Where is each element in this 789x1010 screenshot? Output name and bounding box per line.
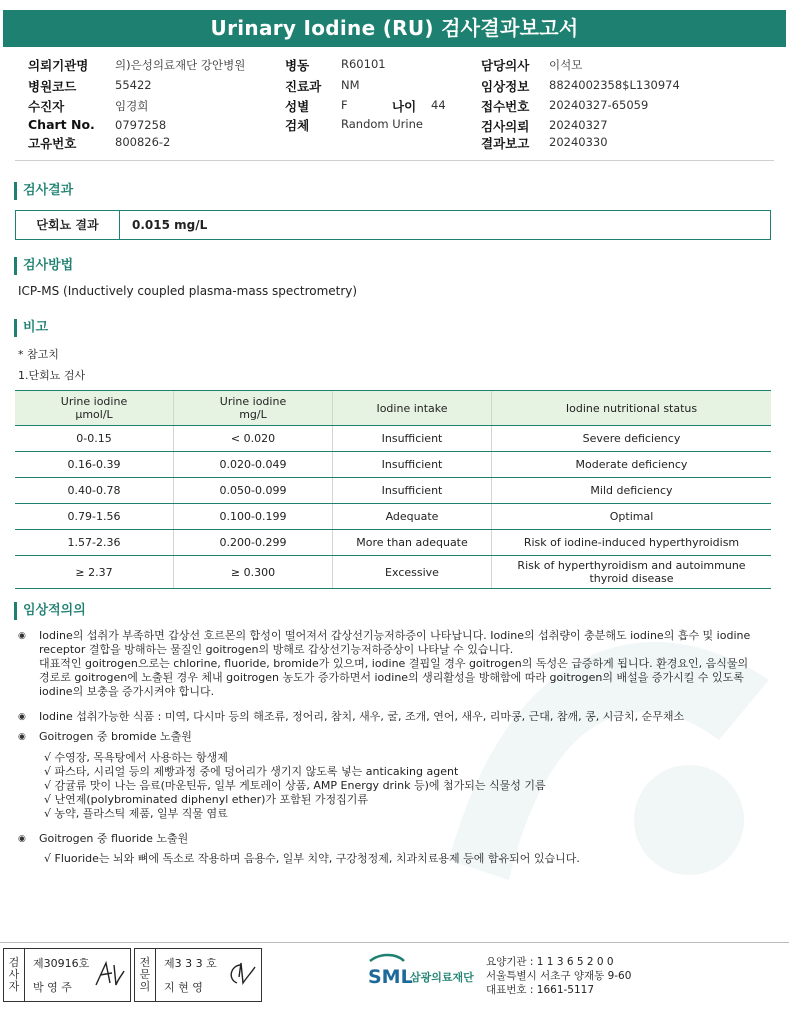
col-header-intake: Iodine intake xyxy=(333,391,492,426)
bullet-icon: ◉ xyxy=(18,834,26,844)
cell-status: Risk of iodine-induced hyperthyroidism xyxy=(492,530,772,556)
label-request-date: 검사의뢰 xyxy=(481,119,530,134)
sml-logo-icon xyxy=(366,953,478,991)
cell-intake: More than adequate xyxy=(333,530,492,556)
footer-divider xyxy=(0,942,789,943)
cell-umol: 0.40-0.78 xyxy=(15,478,174,504)
signer-role: 전 문 의 xyxy=(135,949,156,1001)
value-age: 44 xyxy=(431,98,446,112)
label-unique-id: 고유번호 xyxy=(28,136,77,151)
col-header-umol: Urine iodine μmol/L xyxy=(15,391,174,426)
cell-umol: 0.79-1.56 xyxy=(15,504,174,530)
clinical-foods: Iodine 섭취가능한 식품 : 미역, 다시마 등의 해조류, 정어리, 참치, 새우, 굴, 조개, 연어, 새우, 리마콩, 근대, 참깨, 콩, 시금치, 순무채소 xyxy=(39,710,685,723)
report-title: Urinary Iodine (RU) 검사결과보고서 xyxy=(3,10,786,47)
cell-umol: 0.16-0.39 xyxy=(15,452,174,478)
col-header-status: Iodine nutritional status xyxy=(492,391,772,426)
cell-mg: 0.100-0.199 xyxy=(174,504,333,530)
value-doctor: 이석모 xyxy=(549,58,583,72)
cell-status: Optimal xyxy=(492,504,772,530)
remarks-subtitle: 1.단회뇨 검사 xyxy=(18,369,86,382)
bullet-icon: ◉ xyxy=(18,712,26,722)
signer-name: 박 영 주 xyxy=(33,981,72,994)
label-chart-no: Chart No. xyxy=(28,117,95,132)
value-institution: 의)은성의료재단 강안병원 xyxy=(115,58,246,72)
cell-mg: 0.050-0.099 xyxy=(174,478,333,504)
table-row xyxy=(15,530,771,556)
org-code: 요양기관 : 1 1 3 6 5 2 0 0 xyxy=(486,956,614,968)
signer-license: 제30916호 xyxy=(33,957,90,970)
info-divider xyxy=(15,160,774,161)
value-request-date: 20240327 xyxy=(549,118,608,132)
value-patient: 임경희 xyxy=(115,99,149,113)
svg-text:삼광의료재단: 삼광의료재단 xyxy=(410,971,474,984)
signer-details xyxy=(156,949,261,1001)
org-contact-info xyxy=(486,955,631,997)
label-patient: 수진자 xyxy=(28,99,65,114)
cell-status: Mild deficiency xyxy=(492,478,772,504)
value-department: NM xyxy=(341,78,360,92)
result-box xyxy=(15,210,771,240)
svg-text:SML: SML xyxy=(368,966,413,988)
cell-intake: Excessive xyxy=(333,556,492,589)
cell-mg: < 0.020 xyxy=(174,426,333,452)
clinical-bromide-title: Goitrogen 중 bromide 노출원 xyxy=(39,730,192,743)
watermark-logo-icon xyxy=(389,560,789,920)
org-phone: 대표번호 : 1661-5117 xyxy=(486,984,595,996)
reference-table-header xyxy=(15,391,771,426)
list-item: √ 감귤류 맛이 나는 음료(마운틴듀, 일부 게토레이 상품, AMP Energy drink 등)에 첨가되는 식물성 기름 xyxy=(44,779,546,792)
section-remarks-heading: 비고 xyxy=(14,319,48,337)
col-header-mg: Urine iodine mg/L xyxy=(174,391,333,426)
clinical-bromide-list xyxy=(44,751,546,821)
cell-intake: Adequate xyxy=(333,504,492,530)
value-specimen: Random Urine xyxy=(341,117,423,131)
signer-details xyxy=(25,949,130,1001)
label-clinical-info: 임상정보 xyxy=(481,79,530,94)
signer-license: 제3 3 3 호 xyxy=(164,957,217,970)
cell-intake: Insufficient xyxy=(333,426,492,452)
label-hospital-code: 병원코드 xyxy=(28,79,77,94)
signature-icon xyxy=(223,957,257,991)
list-item: √ Fluoride는 뇌와 뼈에 독소로 작용하며 음용수, 일부 치약, 구강청정제, 치과치료용제 등에 함유되어 있습니다. xyxy=(44,852,580,865)
value-sex: F xyxy=(341,98,348,112)
value-unique-id: 800826-2 xyxy=(115,135,171,149)
cell-intake: Insufficient xyxy=(333,478,492,504)
signature-icon xyxy=(92,957,126,991)
org-address: 서울특별시 서초구 양재동 9-60 xyxy=(486,970,632,982)
signer-role: 검 사 자 xyxy=(4,949,25,1001)
table-row xyxy=(15,478,771,504)
cell-umol: 1.57-2.36 xyxy=(15,530,174,556)
label-age: 나이 xyxy=(392,99,417,114)
label-ward: 병동 xyxy=(285,58,310,73)
label-institution: 의뢰기관명 xyxy=(28,58,89,73)
section-result-heading: 검사결과 xyxy=(14,182,73,200)
value-chart-no: 0797258 xyxy=(115,118,167,132)
bullet-icon: ◉ xyxy=(18,732,26,742)
cell-mg: 0.200-0.299 xyxy=(174,530,333,556)
org-logo xyxy=(366,953,478,995)
value-clinical-info: 8824002358$L130974 xyxy=(549,78,680,92)
section-clinical-heading: 임상적의의 xyxy=(14,602,86,620)
cell-status: Severe deficiency xyxy=(492,426,772,452)
table-row xyxy=(15,426,771,452)
table-row xyxy=(15,504,771,530)
label-specimen: 검체 xyxy=(285,118,310,133)
patient-info xyxy=(0,55,789,150)
value-report-date: 20240330 xyxy=(549,135,608,149)
cell-umol: 0-0.15 xyxy=(15,426,174,452)
method-text: ICP-MS (Inductively coupled plasma-mass spectrometry) xyxy=(18,284,358,298)
list-item: √ 파스타, 시리얼 등의 제빵과정 중에 덩어리가 생기지 않도록 넣는 anticaking agent xyxy=(44,765,459,778)
cell-mg: ≥ 0.300 xyxy=(174,556,333,589)
value-ward: R60101 xyxy=(341,57,386,71)
list-item: √ 난연제(polybrominated diphenyl ether)가 포함된 가정집기류 xyxy=(44,793,369,806)
signer-name: 지 현 영 xyxy=(164,981,203,994)
result-value: 0.015 mg/L xyxy=(132,218,208,232)
cell-mg: 0.020-0.049 xyxy=(174,452,333,478)
label-doctor: 담당의사 xyxy=(481,58,530,73)
value-hospital-code: 55422 xyxy=(115,78,152,92)
cell-umol: ≥ 2.37 xyxy=(15,556,174,589)
label-sex: 성별 xyxy=(285,99,310,114)
cell-status: Moderate deficiency xyxy=(492,452,772,478)
clinical-fluoride-title: Goitrogen 중 fluoride 노출원 xyxy=(39,832,189,845)
clinical-fluoride-list xyxy=(44,852,580,866)
section-method-heading: 검사방법 xyxy=(14,257,73,275)
table-row xyxy=(15,452,771,478)
cell-intake: Insufficient xyxy=(333,452,492,478)
label-report-date: 결과보고 xyxy=(481,136,530,151)
result-label: 단회뇨 결과 xyxy=(16,211,120,239)
label-department: 진료과 xyxy=(285,79,322,94)
list-item: √ 수영장, 목욕탕에서 사용하는 항생제 xyxy=(44,751,228,764)
remarks-note: * 참고치 xyxy=(18,348,59,361)
label-receipt-no: 접수번호 xyxy=(481,99,530,114)
value-receipt-no: 20240327-65059 xyxy=(549,98,649,112)
list-item: √ 농약, 플라스틱 제품, 일부 직물 염료 xyxy=(44,807,228,820)
signer-box-specialist xyxy=(134,948,262,1002)
clinical-paragraph-1: Iodine의 섭취가 부족하면 갑상선 호르몬의 합성이 떨어져서 갑상선기능저하증이 나타납니다. Iodine의 섭취량이 충분해도 iodine의 흡수 및 iodine receptor 결합을 방해하는 물질인 goitrogen의 방해로 갑상선기능저하증상이 나타날 수 있습니다. 대표적인 goitrogen으로는 chlorine, fluoride, bromide가 있으며, iodine 결핍일 경우 goitrogen의 독성은 급증하게 됩니다. 환경요인, 음식물의 경로로 goitrogen에 노출된 경우 체내 goitrogen 농도가 증가하면서 iodine의 생리활성을 방해함에 따라 goitrogen의 배설을 증가시킬 수 있도록 iodine의 보충을 증가시켜야 합니다. xyxy=(39,629,751,698)
bullet-icon: ◉ xyxy=(18,631,26,641)
signer-box-technician xyxy=(3,948,131,1002)
cell-status: Risk of hyperthyroidism and autoimmune thyroid disease xyxy=(492,556,772,589)
